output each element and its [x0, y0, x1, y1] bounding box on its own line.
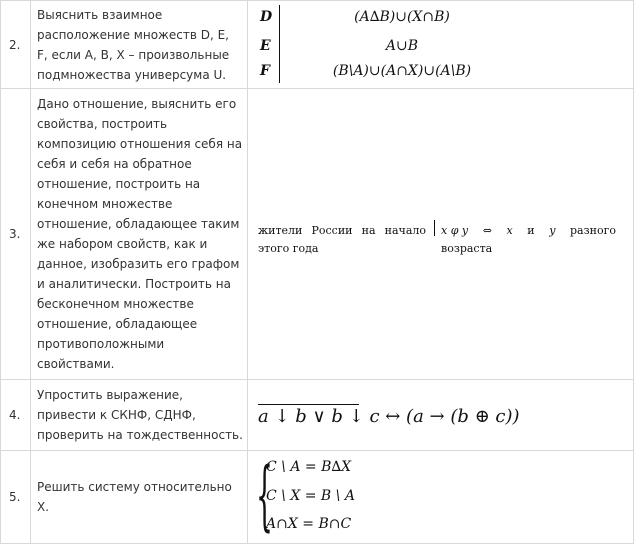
relation-word: и	[527, 224, 535, 237]
row-number: 3.	[1, 89, 31, 380]
set-word: России	[311, 224, 353, 237]
relation-word: x φ y	[441, 224, 469, 237]
relation-definition	[441, 222, 616, 258]
overlined-part: a ↓ b ∨ b ↓ c	[258, 406, 380, 427]
table-row	[1, 451, 634, 544]
set-word: начало	[384, 224, 426, 237]
table-row	[1, 1, 634, 89]
relation-word: x	[506, 224, 513, 237]
system-brace: {	[256, 450, 273, 539]
math-cell	[248, 89, 634, 380]
table-row	[1, 380, 634, 451]
set-expression-d: (A∆B)∪(X∩B)	[354, 9, 450, 25]
boolean-expression	[258, 406, 520, 427]
set-label-f: F	[260, 63, 270, 79]
task-text: Выяснить взаимное расположение множеств D, E, F, если A, B, X – произвольные подмножества универсума U.	[31, 1, 248, 89]
table-row	[1, 89, 634, 380]
task-text: Решить систему относительно X.	[31, 451, 248, 544]
vertical-rule	[279, 5, 280, 83]
equation-2: C \ X = B \ A	[266, 488, 355, 504]
negation-overline	[258, 404, 359, 405]
equation-3: A∩X = B∩C	[266, 516, 352, 532]
set-label-e: E	[260, 38, 271, 54]
set-expression-f: (B\A)∪(A∩X)∪(A\B)	[332, 63, 472, 79]
equation-1: C \ A = B∆X	[266, 459, 352, 475]
task-text: Дано отношение, выяснить его свойства, построить композицию отношения себя на себя и себя на обратное отношение, построить на конечном множестве отношение, обладающее таким же набором свойств, как и данное, изобразить его графом и аналитически. Построить на бесконечном множестве отношение, обладающее противоположными свойствами.	[31, 89, 248, 380]
row-number: 4.	[1, 380, 31, 451]
relation-word: разного	[570, 224, 616, 237]
set-line-2: этого года	[258, 242, 319, 255]
expression-rest: ↔ (a → (b ⊕ c))	[379, 406, 520, 427]
math-cell	[248, 380, 634, 451]
set-word: на	[361, 224, 376, 237]
row-number: 2.	[1, 1, 31, 89]
relation-set	[258, 222, 426, 258]
set-word: жители	[258, 224, 303, 237]
set-expression-e: A∪B	[385, 38, 419, 54]
vertical-rule	[434, 220, 435, 236]
relation-line-2: возраста	[441, 242, 493, 255]
relation-word: y	[549, 224, 556, 237]
math-cell	[248, 451, 634, 544]
relation-word: ⇔	[482, 224, 492, 237]
math-cell	[248, 1, 634, 89]
task-text: Упростить выражение, привести к СКНФ, СДНФ, проверить на тождественность.	[31, 380, 248, 451]
row-number: 5.	[1, 451, 31, 544]
set-label-d: D	[260, 9, 273, 25]
